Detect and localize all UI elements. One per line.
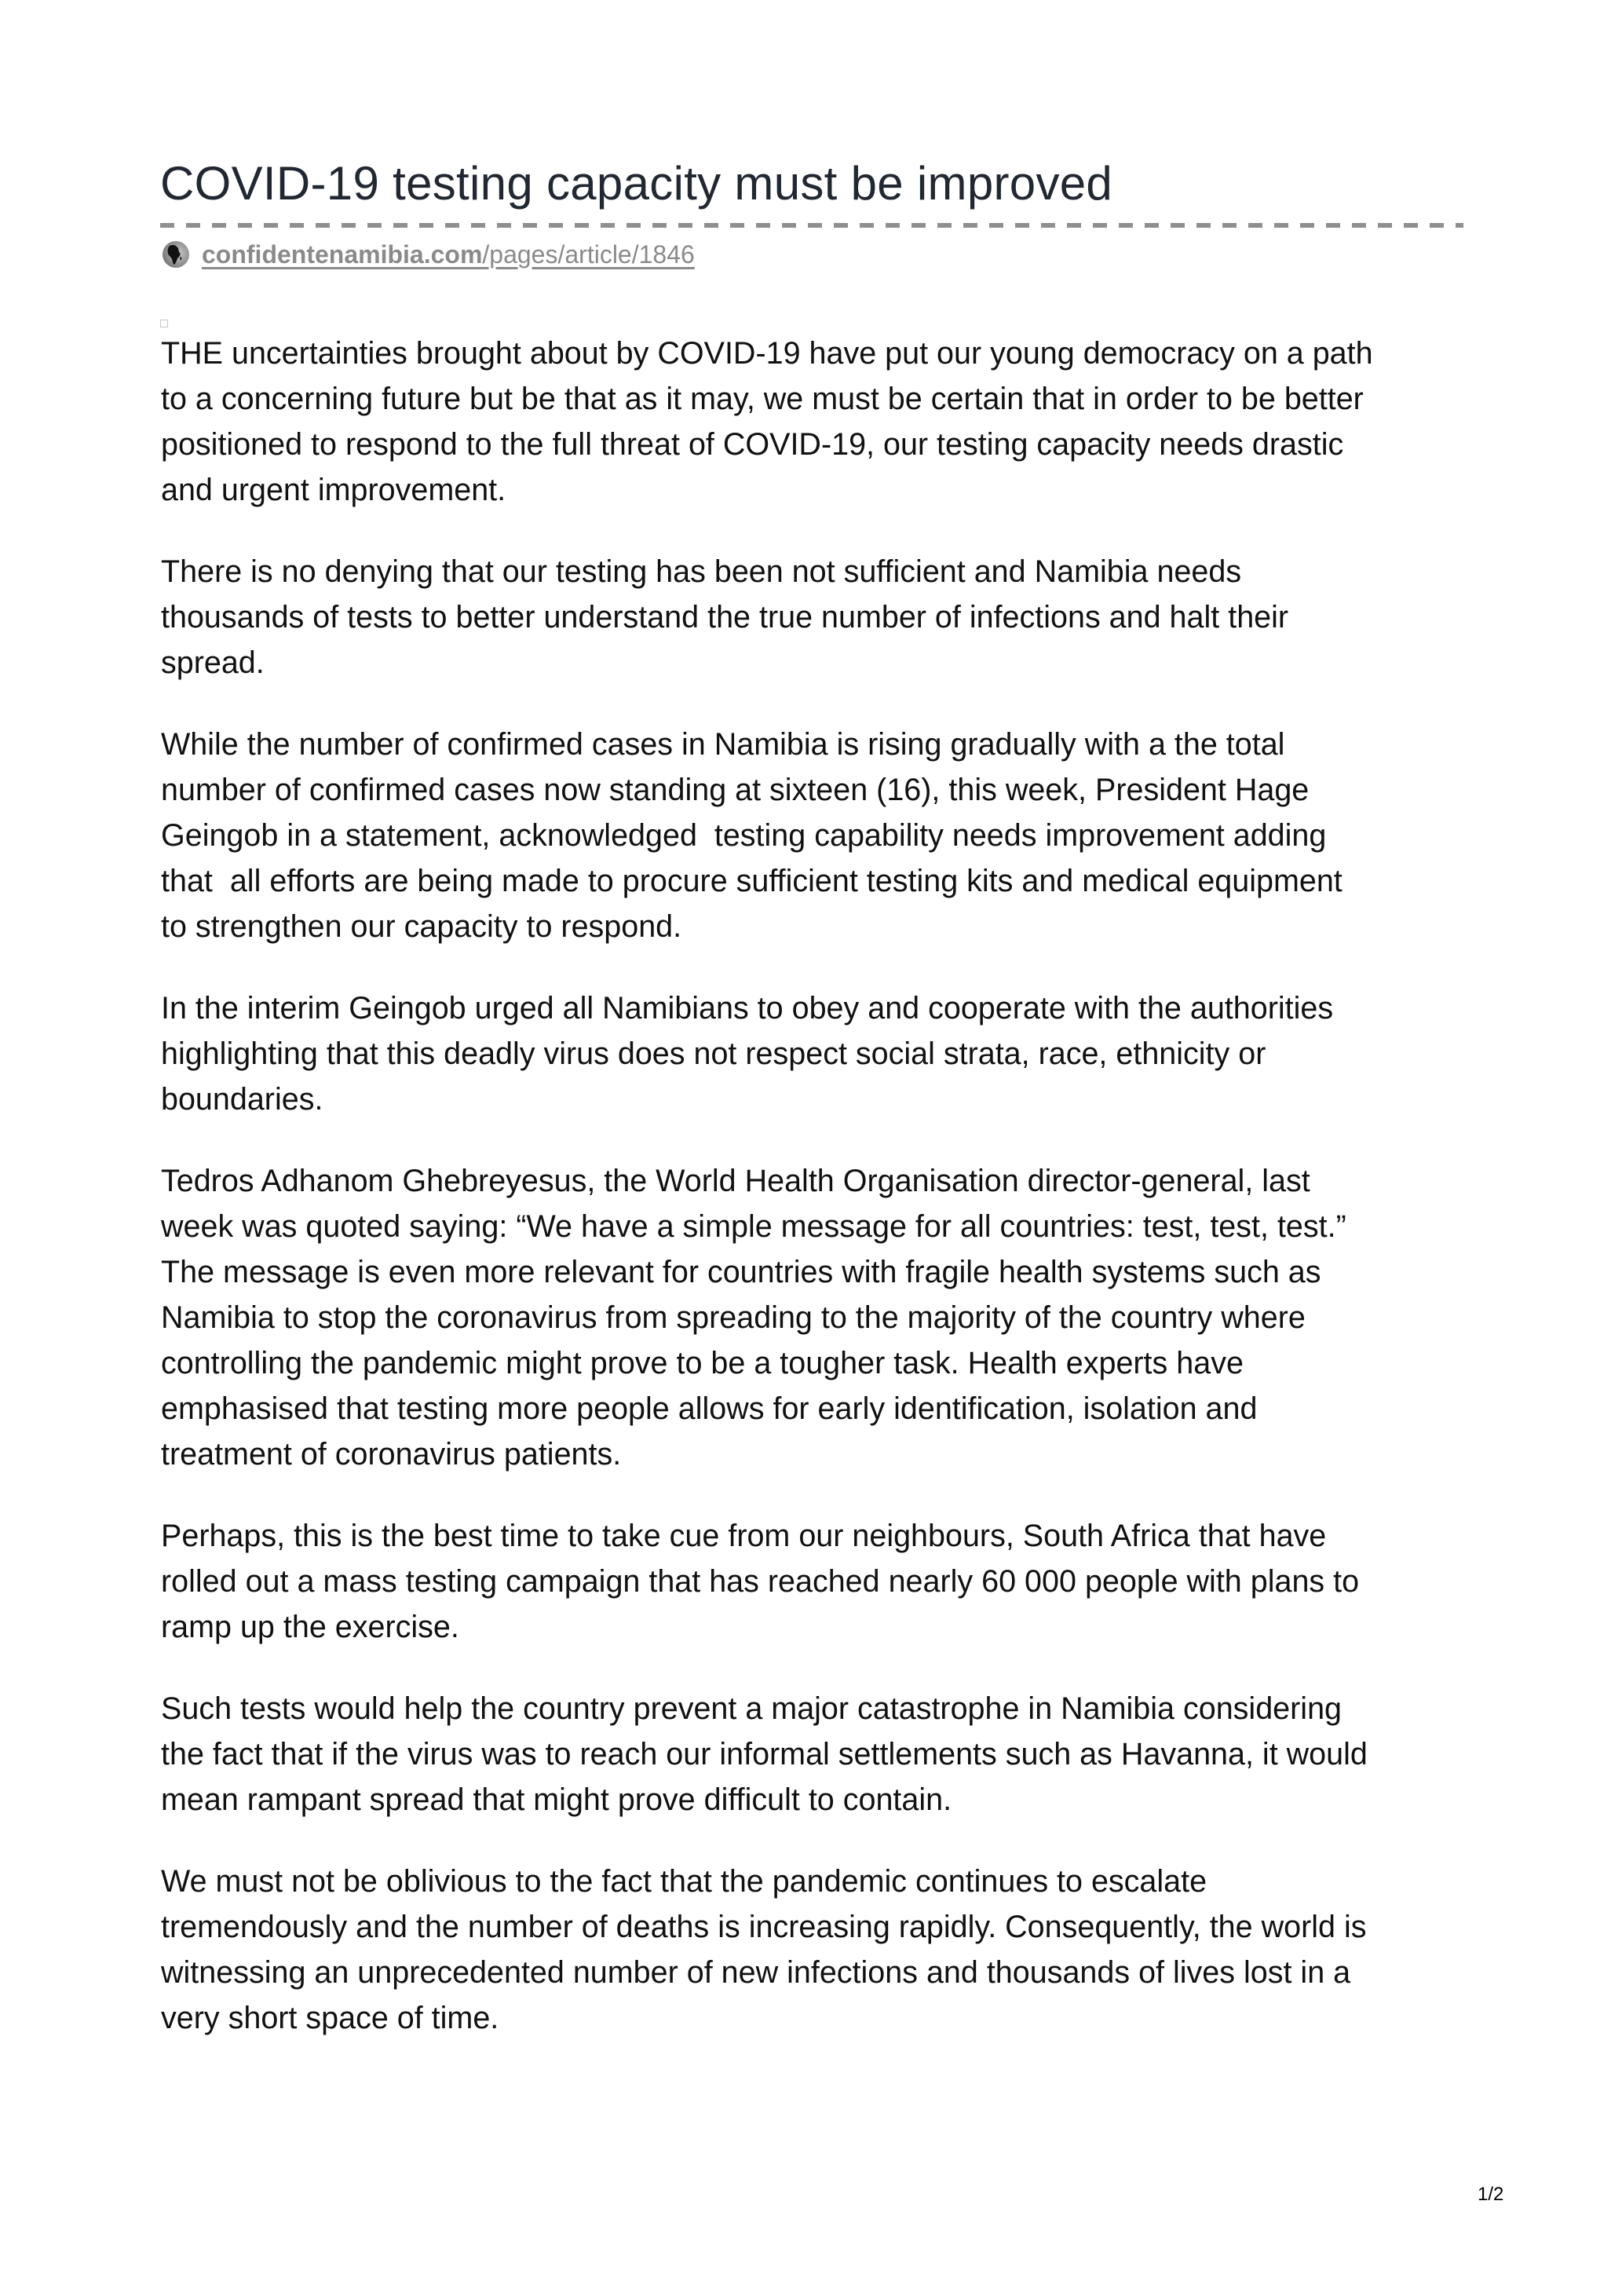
paragraph bbox=[161, 1859, 1480, 2041]
text-line: number of confirmed cases now standing at sixteen (16), this week, President Hage bbox=[161, 773, 1310, 807]
text-line: The message is even more relevant for countries with fragile health systems such as bbox=[161, 1255, 1321, 1289]
text-line: Namibia to stop the coronavirus from spreading to the majority of the country where bbox=[161, 1300, 1306, 1335]
text-line: to strengthen our capacity to respond. bbox=[161, 909, 682, 944]
text-line: that all efforts are being made to procure sufficient testing kits and medical equipment bbox=[161, 864, 1343, 898]
text-line: to a concerning future but be that as it may, we must be certain that in order to be better bbox=[161, 382, 1364, 416]
text-line: highlighting that this deadly virus does not respect social strata, race, ethnicity or bbox=[161, 1036, 1266, 1071]
text-line: and urgent improvement. bbox=[161, 473, 506, 507]
text-line: treatment of coronavirus patients. bbox=[161, 1437, 622, 1472]
text-line: In the interim Geingob urged all Namibians to obey and cooperate with the authorities bbox=[161, 991, 1334, 1026]
text-line: thousands of tests to better understand the true number of infections and halt their bbox=[161, 600, 1289, 634]
paragraph bbox=[161, 985, 1480, 1122]
text-line: emphasised that testing more people allows for early identification, isolation and bbox=[161, 1391, 1258, 1426]
text-line: Such tests would help the country prevent a major catastrophe in Namibia considering bbox=[161, 1691, 1343, 1726]
text-line: We must not be oblivious to the fact that the pandemic continues to escalate bbox=[161, 1864, 1207, 1899]
paragraph bbox=[161, 331, 1480, 513]
text-line: Perhaps, this is the best time to take cue from our neighbours, South Africa that have bbox=[161, 1519, 1327, 1553]
source-line bbox=[163, 239, 695, 270]
article-body bbox=[161, 331, 1480, 2077]
text-line: spread. bbox=[161, 645, 265, 680]
paragraph bbox=[161, 1513, 1480, 1650]
paragraph bbox=[161, 1686, 1480, 1823]
text-line: witnessing an unprecedented number of new infections and thousands of lives lost in a bbox=[161, 1955, 1351, 1990]
text-line: Geingob in a statement, acknowledged testing capability needs improvement adding bbox=[161, 818, 1327, 853]
source-domain: confidentenamibia.com bbox=[202, 239, 483, 269]
text-line: tremendously and the number of deaths is increasing rapidly. Consequently, the world is bbox=[161, 1910, 1367, 1944]
text-line: the fact that if the virus was to reach our informal settlements such as Havanna, it would bbox=[161, 1737, 1368, 1771]
paragraph bbox=[161, 549, 1480, 686]
text-line: While the number of confirmed cases in Namibia is rising gradually with a the total bbox=[161, 727, 1285, 762]
paragraph bbox=[161, 1158, 1480, 1477]
text-line: ramp up the exercise. bbox=[161, 1610, 459, 1644]
broken-image-icon bbox=[160, 320, 168, 327]
source-path: /pages/article/1846 bbox=[482, 239, 695, 269]
article-title: COVID-19 testing capacity must be improved bbox=[160, 157, 1113, 210]
source-url-link[interactable] bbox=[202, 240, 695, 269]
text-line: very short space of time. bbox=[161, 2001, 499, 2035]
page-number: 1/2 bbox=[1478, 2184, 1504, 2205]
text-line: rolled out a mass testing campaign that has reached nearly 60 000 people with plans to bbox=[161, 1564, 1360, 1599]
text-line: THE uncertainties brought about by COVID-19 have put our young democracy on a path bbox=[161, 336, 1373, 371]
text-line: controlling the pandemic might prove to be a tougher task. Health experts have bbox=[161, 1346, 1244, 1380]
text-line: boundaries. bbox=[161, 1082, 323, 1117]
text-line: There is no denying that our testing has been not sufficient and Namibia needs bbox=[161, 554, 1242, 589]
text-line: Tedros Adhanom Ghebreyesus, the World Health Organisation director-general, last bbox=[161, 1164, 1310, 1198]
text-line: week was quoted saying: “We have a simple message for all countries: test, test, test.” bbox=[161, 1209, 1346, 1244]
text-line: positioned to respond to the full threat of COVID-19, our testing capacity needs drastic bbox=[161, 427, 1344, 462]
paragraph bbox=[161, 722, 1480, 949]
globe-africa-icon bbox=[163, 241, 189, 268]
text-line: mean rampant spread that might prove difficult to contain. bbox=[161, 1782, 952, 1817]
dashed-divider bbox=[160, 223, 1463, 228]
